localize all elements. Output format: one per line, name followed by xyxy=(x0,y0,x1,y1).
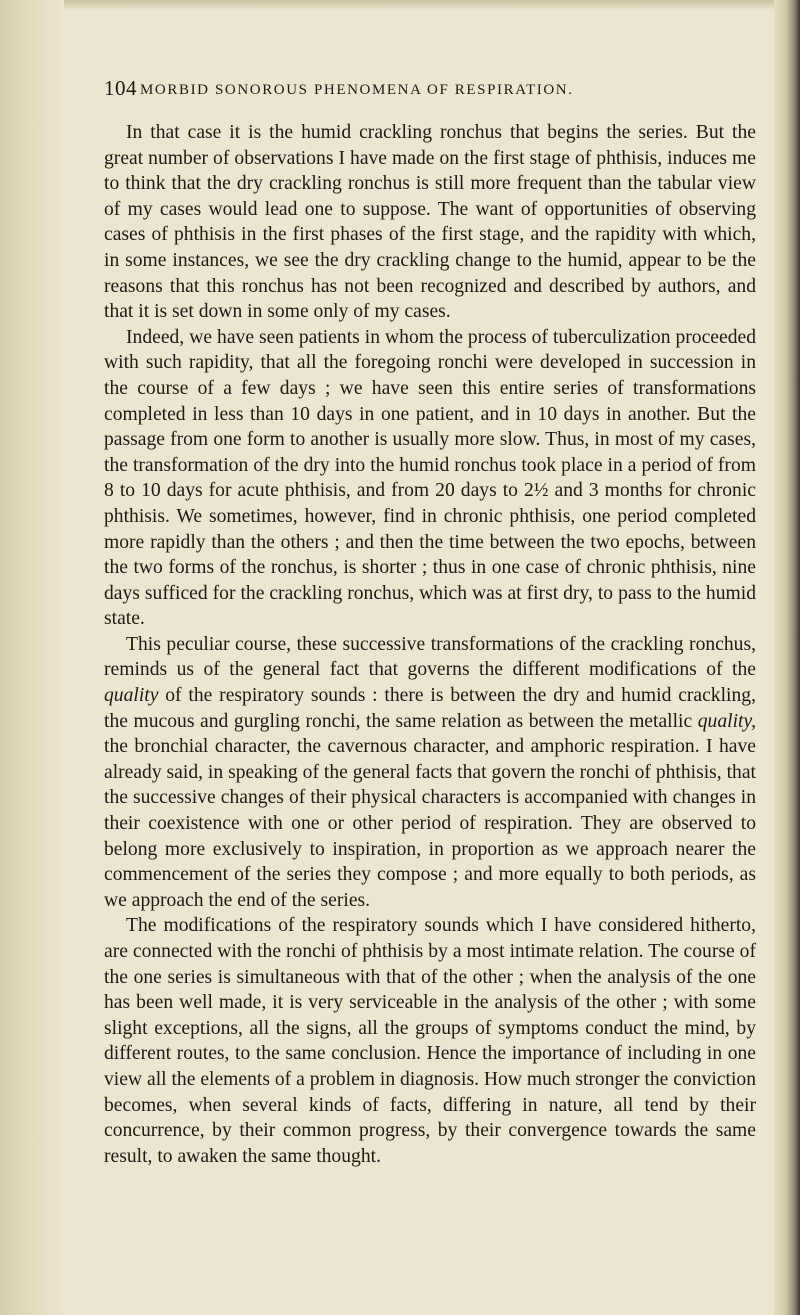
paragraph-text: The modifications of the respiratory sounds which I have considered hitherto, are connected with the ronchi of phthisis by a most intimate relation. The course of the one series is simultaneous with that of the other ; when the analysis of the one has been well made, it is very serviceable in the analysis of the other ; with some slight exceptions, all the signs, all the groups of symptoms conduct the mind, by different routes, to the same conclusion. Hence the importance of including in one view all the elements of a problem in diagnosis. How much stronger the conviction becomes, when several kinds of facts, differing in nature, all tend by their concurrence, by their common progress, by their convergence towards the same result, to awaken the same thought. xyxy=(104,915,756,1167)
page-number: 104 xyxy=(104,76,137,100)
page-gutter-shadow xyxy=(0,0,64,1315)
paragraph-2 xyxy=(104,325,756,632)
running-head xyxy=(104,76,756,110)
page-top-shadow xyxy=(0,0,800,10)
paragraph-text: In that case it is the humid crackling ronchus that begins the series. But the great number of observations I have made on the first stage of phthisis, induces me to think that the dry crackling ronchus is still more frequent than the tabular view of my cases would lead one to suppose. The want of opportunities of observing cases of phthisis in the first phases of the first stage, and the rapidity with which, in some instances, we see the dry crackling change to the humid, appear to be the reasons that this ronchus has not been recognized and described by authors, and that it is set down in some only of my cases. xyxy=(104,122,756,323)
paragraph-4 xyxy=(104,913,756,1169)
body-text xyxy=(104,120,756,1169)
page-edge-shadow xyxy=(774,0,800,1315)
paragraph-text: Indeed, we have seen patients in whom the process of tuberculization proceeded with such rapidity, that all the foregoing ronchi were developed in succession in the course of a few days ; we have seen this entire series of transformations completed in less than 10 days in one patient, and in 10 days in another. But the passage from one form to another is usually more slow. Thus, in most of my cases, the transformation of the dry into the humid ronchus took place in a period of from 8 to 10 days for acute phthisis, and from 20 days to 2½ and 3 months for chronic phthisis. We sometimes, however, find in chronic phthisis, one period completed more rapidly than the others ; and then the time between the two epochs, between the two forms of the ronchus, is shorter ; thus in one case of chronic phthisis, nine days sufficed for the crackling ronchus, which was at first dry, to pass to the humid state. xyxy=(104,326,756,630)
paragraph-text: the bronchial character, the cavernous character, and amphoric respiration. I have already said, in speaking of the general facts that govern the ronchi of phthisis, that the successive changes of their physical characters is accompanied with changes in their coexistence with one or other period of respiration. They are observed to belong more exclusively to inspiration, in proportion as we approach nearer the commencement of the series they compose ; and more equally to both periods, as we approach the end of the series. xyxy=(104,736,756,911)
paragraph-1 xyxy=(104,120,756,325)
italic-term: quality xyxy=(104,685,159,707)
italic-term: quality, xyxy=(697,710,756,732)
running-title: MORBID SONOROUS PHENOMENA OF RESPIRATION. xyxy=(140,82,574,98)
book-page xyxy=(104,76,756,1169)
paragraph-3 xyxy=(104,632,756,914)
paragraph-text: of the respiratory sounds : there is between the dry and humid crackling, the mucous and gurgling ronchi, the same relation as between the metallic xyxy=(104,685,756,732)
paragraph-text: This peculiar course, these successive transformations of the crackling ronchus, reminds us of the general fact that governs the different modifications of the xyxy=(104,633,756,681)
